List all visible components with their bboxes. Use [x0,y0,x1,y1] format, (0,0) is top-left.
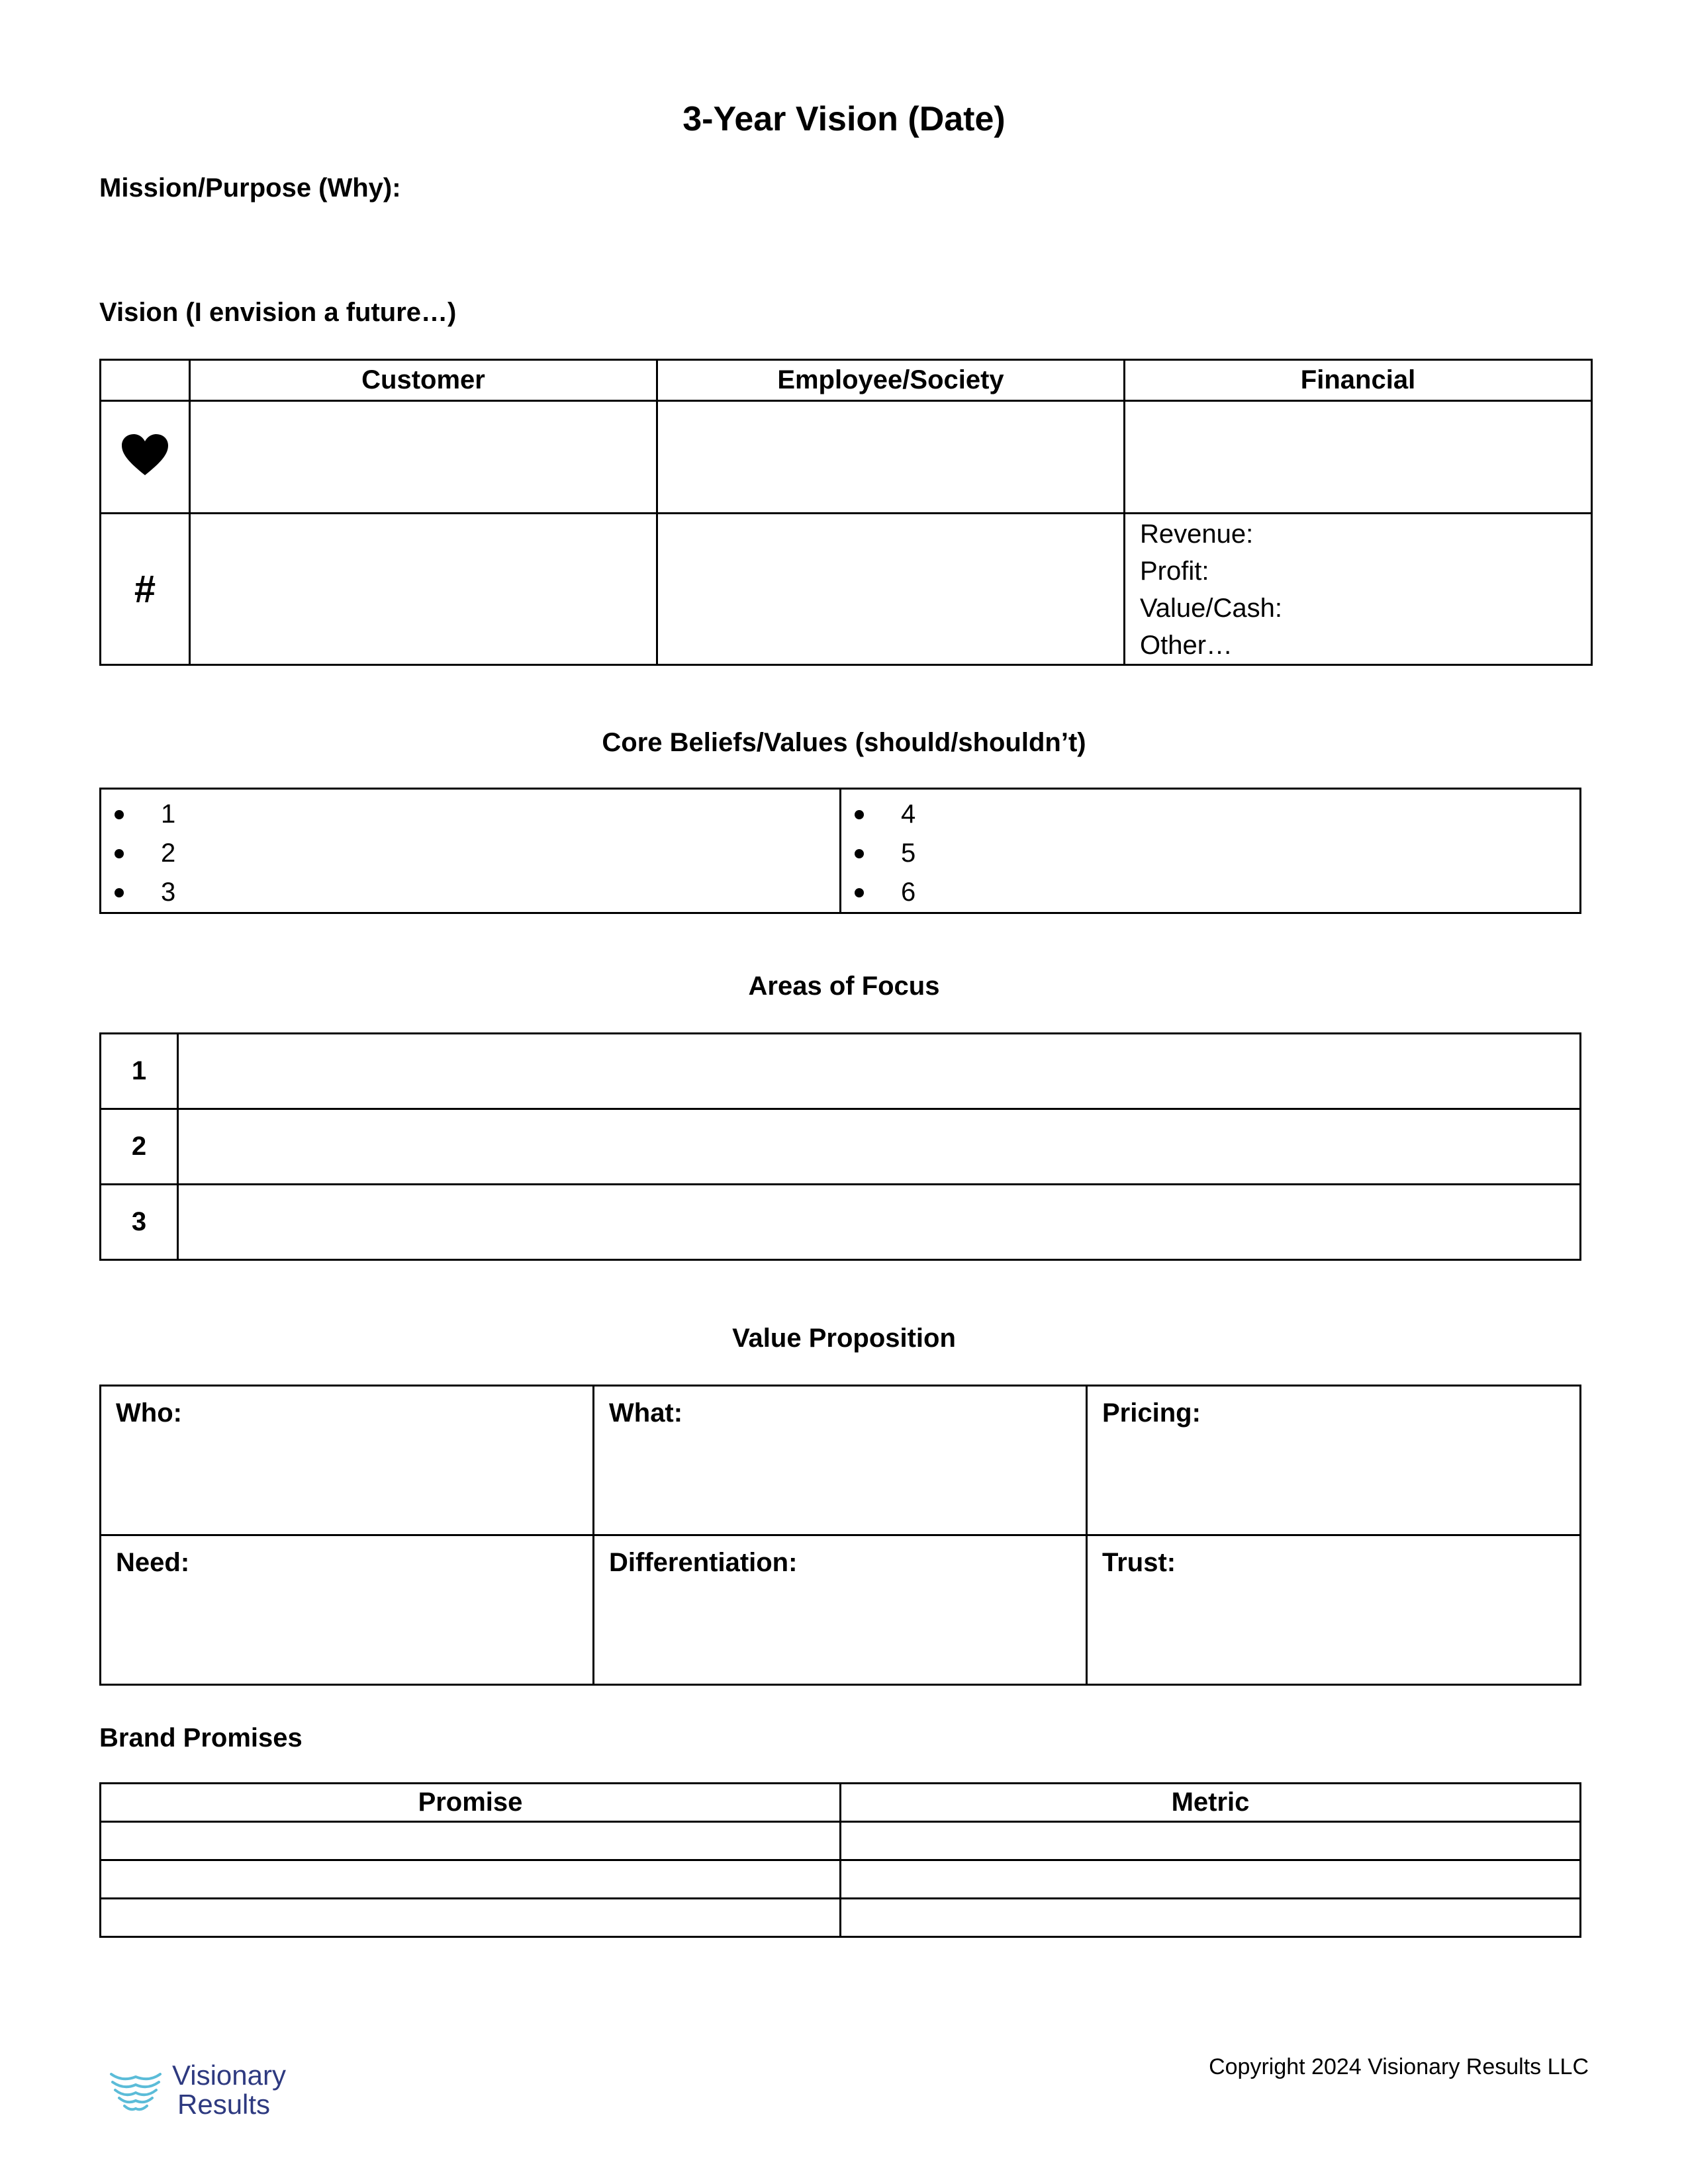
focus-entry-cell[interactable] [178,1185,1581,1260]
vision-label: Vision (I envision a future…) [99,298,457,327]
areas-of-focus-table [99,1032,1581,1261]
mission-label: Mission/Purpose (Why): [99,173,401,203]
vp-need-cell[interactable]: Need: [101,1535,594,1685]
vision-header-row [101,360,1592,401]
metric-cell[interactable] [841,1822,1581,1860]
logo-text-visionary: Visionary [172,2060,286,2091]
metric-cell[interactable] [841,1860,1581,1899]
vision-heart-row [101,401,1592,514]
list-item: 5 [855,834,1579,873]
vision-number-row [101,514,1592,665]
vision-customer-number-cell[interactable] [190,514,657,665]
copyright-text: Copyright 2024 Visionary Results LLC [1209,2054,1589,2079]
hash-icon: # [134,567,156,611]
financial-value-cash-label: Value/Cash: [1140,594,1282,623]
vision-financial-number-cell[interactable] [1125,514,1592,665]
vision-employee-number-cell[interactable] [657,514,1125,665]
table-row [101,1034,1581,1109]
table-row [101,1109,1581,1185]
promise-cell[interactable] [101,1822,841,1860]
value-proposition-table [99,1385,1581,1686]
vision-header-blank [101,360,190,401]
vp-trust-cell[interactable]: Trust: [1087,1535,1581,1685]
promise-cell[interactable] [101,1860,841,1899]
core-beliefs-left-cell[interactable] [101,789,841,913]
focus-entry-cell[interactable] [178,1034,1581,1109]
vision-employee-heart-cell[interactable] [657,401,1125,514]
brand-promise-header: Promise [101,1784,841,1822]
logo-wave-icon [106,2065,165,2118]
core-beliefs-table [99,788,1581,914]
financial-revenue-label: Revenue: [1140,520,1254,549]
vision-financial-heart-cell[interactable] [1125,401,1592,514]
list-item: 1 [115,795,839,834]
list-item: 4 [855,795,1579,834]
vision-customer-heart-cell[interactable] [190,401,657,514]
core-beliefs-right-cell[interactable] [841,789,1581,913]
page-title: 3-Year Vision (Date) [682,100,1006,138]
brand-metric-header: Metric [841,1784,1581,1822]
company-logo [106,2058,305,2124]
vp-what-cell[interactable]: What: [594,1386,1087,1535]
focus-number: 1 [101,1034,178,1109]
vp-pricing-cell[interactable]: Pricing: [1087,1386,1581,1535]
areas-of-focus-heading: Areas of Focus [748,972,940,1001]
focus-number: 2 [101,1109,178,1185]
vp-differentiation-cell[interactable]: Differentiation: [594,1535,1087,1685]
table-row [101,1535,1581,1685]
vision-hash-cell [101,514,190,665]
brand-promises-label: Brand Promises [99,1723,303,1752]
value-proposition-heading: Value Proposition [732,1324,956,1353]
financial-profit-label: Profit: [1140,557,1209,586]
focus-number: 3 [101,1185,178,1260]
vision-header-financial: Financial [1125,360,1592,401]
table-row [101,1185,1581,1260]
list-item: 2 [115,834,839,873]
promise-cell[interactable] [101,1899,841,1937]
vision-header-employee-society: Employee/Society [657,360,1125,401]
vision-table [99,359,1593,666]
vision-heart-cell [101,401,190,514]
core-beliefs-heading: Core Beliefs/Values (should/shouldn’t) [602,728,1086,757]
vision-header-customer: Customer [190,360,657,401]
vp-who-cell[interactable]: Who: [101,1386,594,1535]
focus-entry-cell[interactable] [178,1109,1581,1185]
table-row [101,1386,1581,1535]
brand-promises-table [99,1782,1581,1938]
table-row [101,1899,1581,1937]
table-row [101,1860,1581,1899]
list-item: 6 [855,873,1579,912]
metric-cell[interactable] [841,1899,1581,1937]
logo-text-results: Results [177,2089,271,2120]
financial-other-label: Other… [1140,631,1233,660]
brand-promises-header-row [101,1784,1581,1822]
list-item: 3 [115,873,839,912]
table-row [101,1822,1581,1860]
heart-icon [122,434,168,477]
